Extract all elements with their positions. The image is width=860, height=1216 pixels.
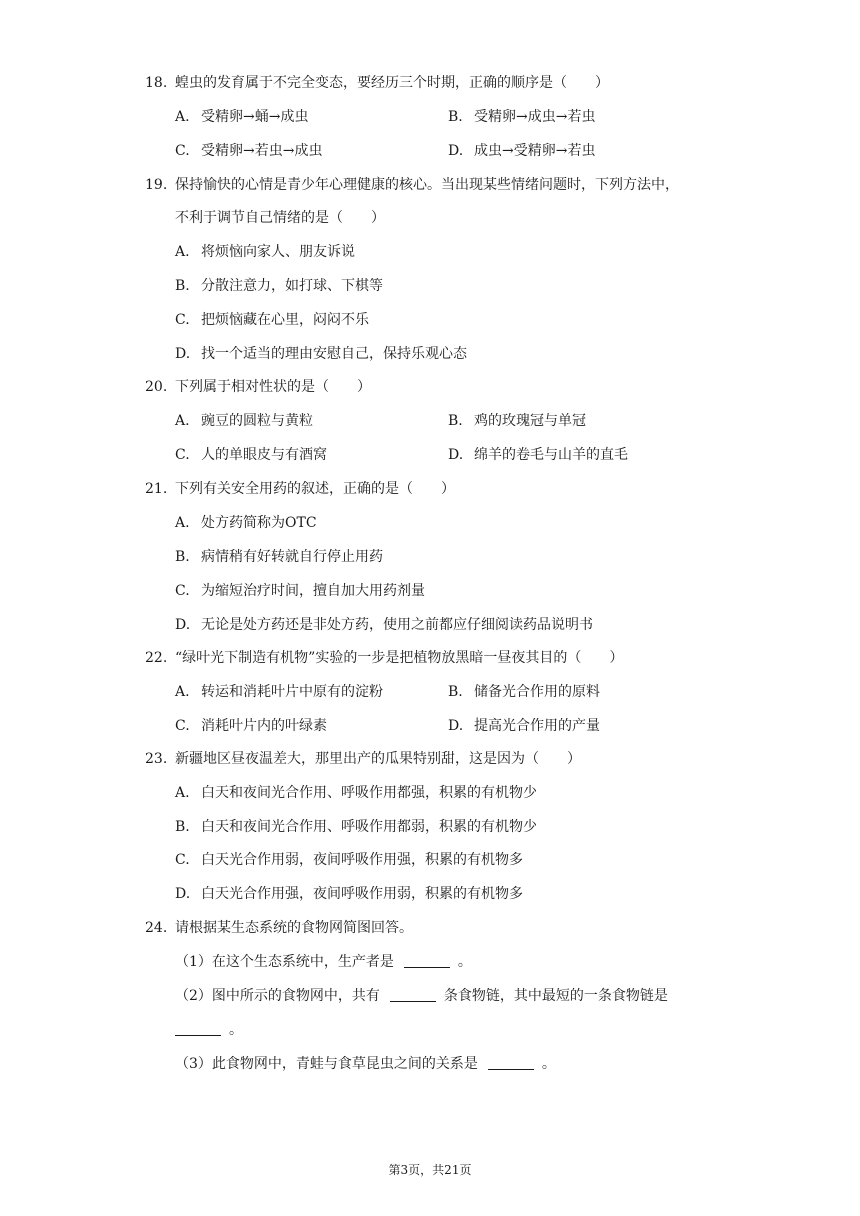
- question-20-stem: [145, 377, 371, 397]
- option-text: 把烦恼藏在心里，闷闷不乐: [201, 312, 369, 328]
- option-18-a[interactable]: [175, 107, 308, 127]
- question-number: 24.: [145, 920, 168, 936]
- option-label: A.: [175, 515, 190, 531]
- question-19-stem-cont: 不利于调节自己情绪的是（ ）: [175, 210, 385, 226]
- option-label: C.: [175, 143, 190, 159]
- option-23-a[interactable]: [175, 783, 537, 803]
- option-20-a[interactable]: [175, 411, 313, 431]
- question-text: 新疆地区昼夜温差大，那里出产的瓜果特别甜，这是因为（ ）: [175, 751, 581, 767]
- question-22-stem: [145, 648, 623, 668]
- option-label: D.: [175, 346, 191, 362]
- option-text: 受精卵→蛹→成虫: [201, 109, 309, 125]
- question-text: 蝗虫的发育属于不完全变态，要经历三个时期，正确的顺序是（ ）: [175, 75, 609, 91]
- question-19-stem: [145, 175, 679, 195]
- question-number: 23.: [145, 751, 168, 767]
- question-24-part-2: [175, 986, 668, 1006]
- option-19-c[interactable]: [175, 310, 369, 330]
- option-18-d[interactable]: [448, 141, 595, 161]
- option-text: 储备光合作用的原料: [474, 684, 600, 700]
- option-text: 无论是处方药还是非处方药，使用之前都应仔细阅读药品说明书: [201, 617, 593, 633]
- option-label: B.: [175, 819, 190, 835]
- option-20-d[interactable]: [448, 445, 628, 465]
- answer-blank[interactable]: [175, 1021, 221, 1036]
- option-text: 为缩短治疗时间，擅自加大用药剂量: [201, 583, 425, 599]
- option-20-b[interactable]: [448, 411, 586, 431]
- subpart-text: （3）此食物网中，青蛙与食草昆虫之间的关系是: [175, 1056, 478, 1072]
- question-24-part-3: [175, 1054, 556, 1074]
- option-text: 鸡的玫瑰冠与单冠: [474, 413, 586, 429]
- question-24-part-2-cont: [175, 1020, 243, 1040]
- option-label: C.: [175, 447, 190, 463]
- answer-blank[interactable]: [404, 953, 450, 968]
- question-text: 下列有关安全用药的叙述，正确的是（ ）: [175, 481, 455, 497]
- subpart-end: 。: [457, 954, 472, 970]
- option-label: D.: [448, 718, 464, 734]
- option-text: 白天和夜间光合作用、呼吸作用都弱，积累的有机物少: [201, 819, 537, 835]
- option-label: B.: [448, 413, 463, 429]
- option-label: C.: [175, 718, 190, 734]
- option-23-d[interactable]: [175, 884, 523, 904]
- option-22-c[interactable]: [175, 716, 327, 736]
- option-text: 豌豆的圆粒与黄粒: [201, 413, 313, 429]
- option-18-b[interactable]: [448, 107, 595, 127]
- subpart-text: （1）在这个生态系统中，生产者是: [175, 954, 394, 970]
- option-label: A.: [175, 244, 190, 260]
- option-label: D.: [175, 617, 191, 633]
- page-footer: 第3页，共21页: [388, 1163, 472, 1177]
- option-text: 人的单眼皮与有酒窝: [201, 447, 327, 463]
- question-number: 20.: [145, 379, 168, 395]
- option-text: 受精卵→成虫→若虫: [474, 109, 596, 125]
- option-label: C.: [175, 852, 190, 868]
- option-22-b[interactable]: [448, 682, 600, 702]
- question-number: 18.: [145, 75, 168, 91]
- option-label: C.: [175, 583, 190, 599]
- question-number: 21.: [145, 481, 168, 497]
- option-21-b[interactable]: [175, 547, 383, 567]
- option-20-c[interactable]: [175, 445, 327, 465]
- question-number: 22.: [145, 650, 168, 666]
- option-text: 分散注意力，如打球、下棋等: [201, 278, 383, 294]
- option-18-c[interactable]: [175, 141, 322, 161]
- subpart-end: 。: [229, 1022, 243, 1038]
- question-24-part-1: [175, 952, 472, 972]
- option-19-d[interactable]: [175, 344, 467, 364]
- option-label: D.: [448, 143, 464, 159]
- option-19-b[interactable]: [175, 276, 383, 296]
- question-text: 请根据某生态系统的食物网简图回答。: [175, 920, 413, 936]
- option-text: 病情稍有好转就自行停止用药: [201, 549, 383, 565]
- option-text: 白天光合作用强，夜间呼吸作用弱，积累的有机物多: [201, 886, 523, 902]
- answer-blank[interactable]: [488, 1055, 534, 1070]
- option-label: D.: [448, 447, 464, 463]
- option-text: 消耗叶片内的叶绿素: [201, 718, 327, 734]
- subpart-text: （2）图中所示的食物网中，共有: [175, 988, 380, 1004]
- option-text: 白天和夜间光合作用、呼吸作用都强，积累的有机物少: [201, 785, 537, 801]
- option-label: B.: [448, 684, 463, 700]
- option-label: B.: [175, 278, 190, 294]
- option-text: 绵羊的卷毛与山羊的直毛: [474, 447, 628, 463]
- question-text: “绿叶光下制造有机物”实验的一步是把植物放黑暗一昼夜其目的（ ）: [175, 650, 624, 666]
- option-text: 白天光合作用弱，夜间呼吸作用强，积累的有机物多: [201, 852, 523, 868]
- option-text: 处方药简称为OTC: [201, 515, 317, 531]
- subpart-text: 条食物链，其中最短的一条食物链是: [443, 988, 668, 1004]
- option-22-a[interactable]: [175, 682, 383, 702]
- option-21-a[interactable]: [175, 513, 317, 533]
- option-text: 将烦恼向家人、朋友诉说: [201, 244, 355, 260]
- option-19-a[interactable]: [175, 242, 355, 262]
- option-text: 成虫→受精卵→若虫: [474, 143, 596, 159]
- option-23-c[interactable]: [175, 850, 523, 870]
- option-label: A.: [175, 109, 190, 125]
- question-23-stem: [145, 749, 581, 769]
- question-text: 保持愉快的心情是青少年心理健康的核心。当出现某些情绪问题时，下列方法中，: [175, 177, 679, 193]
- option-label: A.: [175, 684, 190, 700]
- option-text: 受精卵→若虫→成虫: [201, 143, 323, 159]
- answer-blank[interactable]: [390, 987, 436, 1002]
- option-text: 提高光合作用的产量: [474, 718, 600, 734]
- question-text: 下列属于相对性状的是（ ）: [175, 379, 371, 395]
- option-label: A.: [175, 413, 190, 429]
- question-number: 19.: [145, 177, 168, 193]
- option-21-d[interactable]: [175, 615, 593, 635]
- option-label: D.: [175, 886, 191, 902]
- option-label: B.: [448, 109, 463, 125]
- question-24-stem: [145, 918, 413, 938]
- subpart-end: 。: [541, 1056, 556, 1072]
- option-text: 找一个适当的理由安慰自己，保持乐观心态: [201, 346, 467, 362]
- option-label: C.: [175, 312, 190, 328]
- question-21-stem: [145, 479, 455, 499]
- option-label: B.: [175, 549, 190, 565]
- option-text: 转运和消耗叶片中原有的淀粉: [201, 684, 383, 700]
- option-21-c[interactable]: [175, 581, 425, 601]
- option-23-b[interactable]: [175, 817, 537, 837]
- option-label: A.: [175, 785, 190, 801]
- question-18-stem: [145, 73, 609, 93]
- option-22-d[interactable]: [448, 716, 600, 736]
